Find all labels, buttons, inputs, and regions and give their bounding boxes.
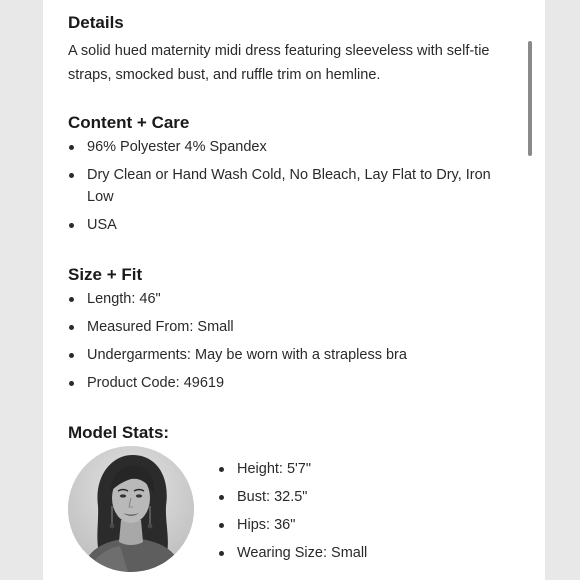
list-item: Undergarments: May be worn with a strapless bra [68, 344, 508, 366]
details-heading: Details [68, 13, 124, 32]
list-item: Measured From: Small [68, 316, 508, 338]
model-stats-heading: Model Stats: [68, 423, 170, 442]
model-stats-list [218, 458, 518, 570]
scrollbar[interactable] [528, 41, 532, 156]
content-care-heading: Content + Care [68, 113, 190, 132]
size-fit-heading: Size + Fit [68, 265, 143, 284]
content-care-list [68, 136, 508, 242]
list-item: Product Code: 49619 [68, 372, 508, 394]
list-item: Length: 46" [68, 288, 508, 310]
list-item: Wearing Size: Small [218, 542, 518, 564]
details-description: A solid hued maternity midi dress featuring sleeveless with self-tie straps, smocked bust, and ruffle trim on hemline. [68, 43, 490, 83]
size-fit-list [68, 288, 508, 400]
list-item: Hips: 36" [218, 514, 518, 536]
list-item: Height: 5'7" [218, 458, 518, 480]
model-portrait-image [68, 446, 194, 572]
model-avatar [68, 446, 194, 572]
list-item: USA [68, 214, 508, 236]
list-item: Dry Clean or Hand Wash Cold, No Bleach, Lay Flat to Dry, Iron Low [68, 164, 508, 208]
list-item: Bust: 32.5" [218, 486, 518, 508]
list-item: 96% Polyester 4% Spandex [68, 136, 508, 158]
